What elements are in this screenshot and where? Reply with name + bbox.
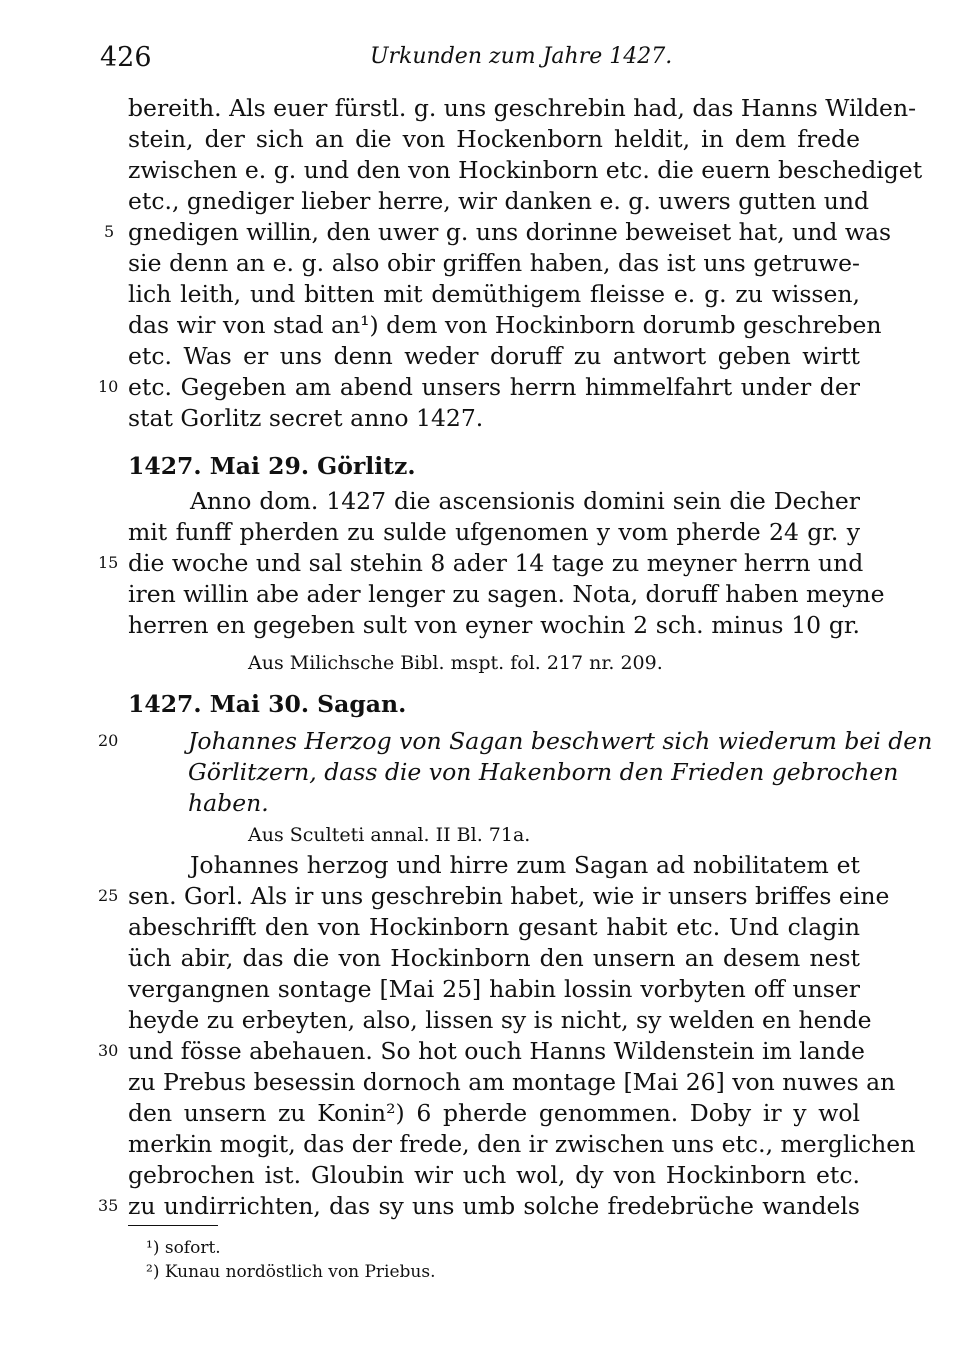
text-line: stat Gorlitz secret anno 1427. <box>128 404 484 432</box>
source-note: Aus Milichsche Bibl. mspt. fol. 217 nr. 209. <box>248 652 663 674</box>
text-line: lich leith, und bitten mit demüthigem fleisse e. g. zu wissen, <box>128 280 860 308</box>
line-number: 15 <box>98 553 119 572</box>
text-line: Anno dom. 1427 die ascensionis domini sein die Decher <box>190 487 860 515</box>
text-line: den unsern zu Konin²) 6 pherde genommen. Doby ir y wol <box>128 1099 860 1127</box>
section-heading: 1427. Mai 30. Sagan. <box>128 690 407 718</box>
line-number: 35 <box>98 1196 119 1215</box>
text-line: Johannes herzog und hirre zum Sagan ad nobilitatem et <box>190 851 860 879</box>
text-line: etc. Gegeben am abend unsers herrn himmelfahrt under der <box>128 373 860 401</box>
regest-line: Johannes Herzog von Sagan beschwert sich wiederum bei den <box>188 727 933 755</box>
text-line: zwischen e. g. und den von Hockinborn etc. die euern beschediget <box>128 156 923 184</box>
text-line: üch abir, das die von Hockinborn den unsern an desem nest <box>128 944 860 972</box>
text-line: etc., gnediger lieber herre, wir danken e. g. uwers gutten und <box>128 187 870 215</box>
text-line: das wir von stad an¹) dem von Hockinborn dorumb geschreben <box>128 311 882 339</box>
text-line: iren willin abe ader lenger zu sagen. Nota, doruff haben meyne <box>128 580 885 608</box>
running-title: Urkunden zum Jahre 1427. <box>370 44 673 69</box>
text-line: abeschrifft den von Hockinborn gesant habit etc. Und clagin <box>128 913 860 941</box>
text-line: mit funff pherden zu sulde ufgenomen y vom pherde 24 gr. y <box>128 518 860 546</box>
text-line: gebrochen ist. Gloubin wir uch wol, dy von Hockinborn etc. <box>128 1161 860 1189</box>
regest-line: Görlitzern, dass die von Hakenborn den Frieden gebrochen <box>188 758 899 786</box>
text-line: vergangnen sontage [Mai 25] habin lossin vorbyten off unser <box>128 975 860 1003</box>
section-heading: 1427. Mai 29. Görlitz. <box>128 452 416 480</box>
regest-line: haben. <box>188 789 269 817</box>
footnote: ²) Kunau nordöstlich von Priebus. <box>146 1262 436 1282</box>
text-line: zu undirrichten, das sy uns umb solche fredebrüche wandels <box>128 1192 860 1220</box>
footnote: ¹) sofort. <box>146 1238 221 1258</box>
text-line: merkin mogit, das der frede, den ir zwischen uns etc., merglichen <box>128 1130 916 1158</box>
line-number: 25 <box>98 886 119 905</box>
text-line: sie denn an e. g. also obir griffen haben, das ist uns getruwe- <box>128 249 860 277</box>
text-line: herren en gegeben sult von eyner wochin 2 sch. minus 10 gr. <box>128 611 860 639</box>
footnote-rule <box>128 1225 218 1226</box>
text-line: zu Prebus besessin dornoch am montage [Mai 26] von nuwes an <box>128 1068 896 1096</box>
line-number: 20 <box>98 731 119 750</box>
page-number: 426 <box>100 42 152 73</box>
line-number: 30 <box>98 1041 119 1060</box>
line-number: 10 <box>98 377 119 396</box>
text-line: heyde zu erbeyten, also, lissen sy is nicht, sy welden en hende <box>128 1006 872 1034</box>
text-line: die woche und sal stehin 8 ader 14 tage zu meyner herrn und <box>128 549 864 577</box>
source-note: Aus Sculteti annal. II Bl. 71a. <box>248 824 531 846</box>
text-line: etc. Was er uns denn weder doruff zu antwort geben wirtt <box>128 342 860 370</box>
text-line: gnedigen willin, den uwer g. uns dorinne beweiset hat, und was <box>128 218 892 246</box>
text-line: stein, der sich an die von Hockenborn heldit, in dem frede <box>128 125 860 153</box>
text-line: sen. Gorl. Als ir uns geschrebin habet, wie ir unsers briffes eine <box>128 882 890 910</box>
line-number: 5 <box>104 222 115 241</box>
text-line: und fösse abehauen. So hot ouch Hanns Wildenstein im lande <box>128 1037 865 1065</box>
text-line: bereith. Als euer fürstl. g. uns geschrebin had, das Hanns Wilden- <box>128 94 917 122</box>
